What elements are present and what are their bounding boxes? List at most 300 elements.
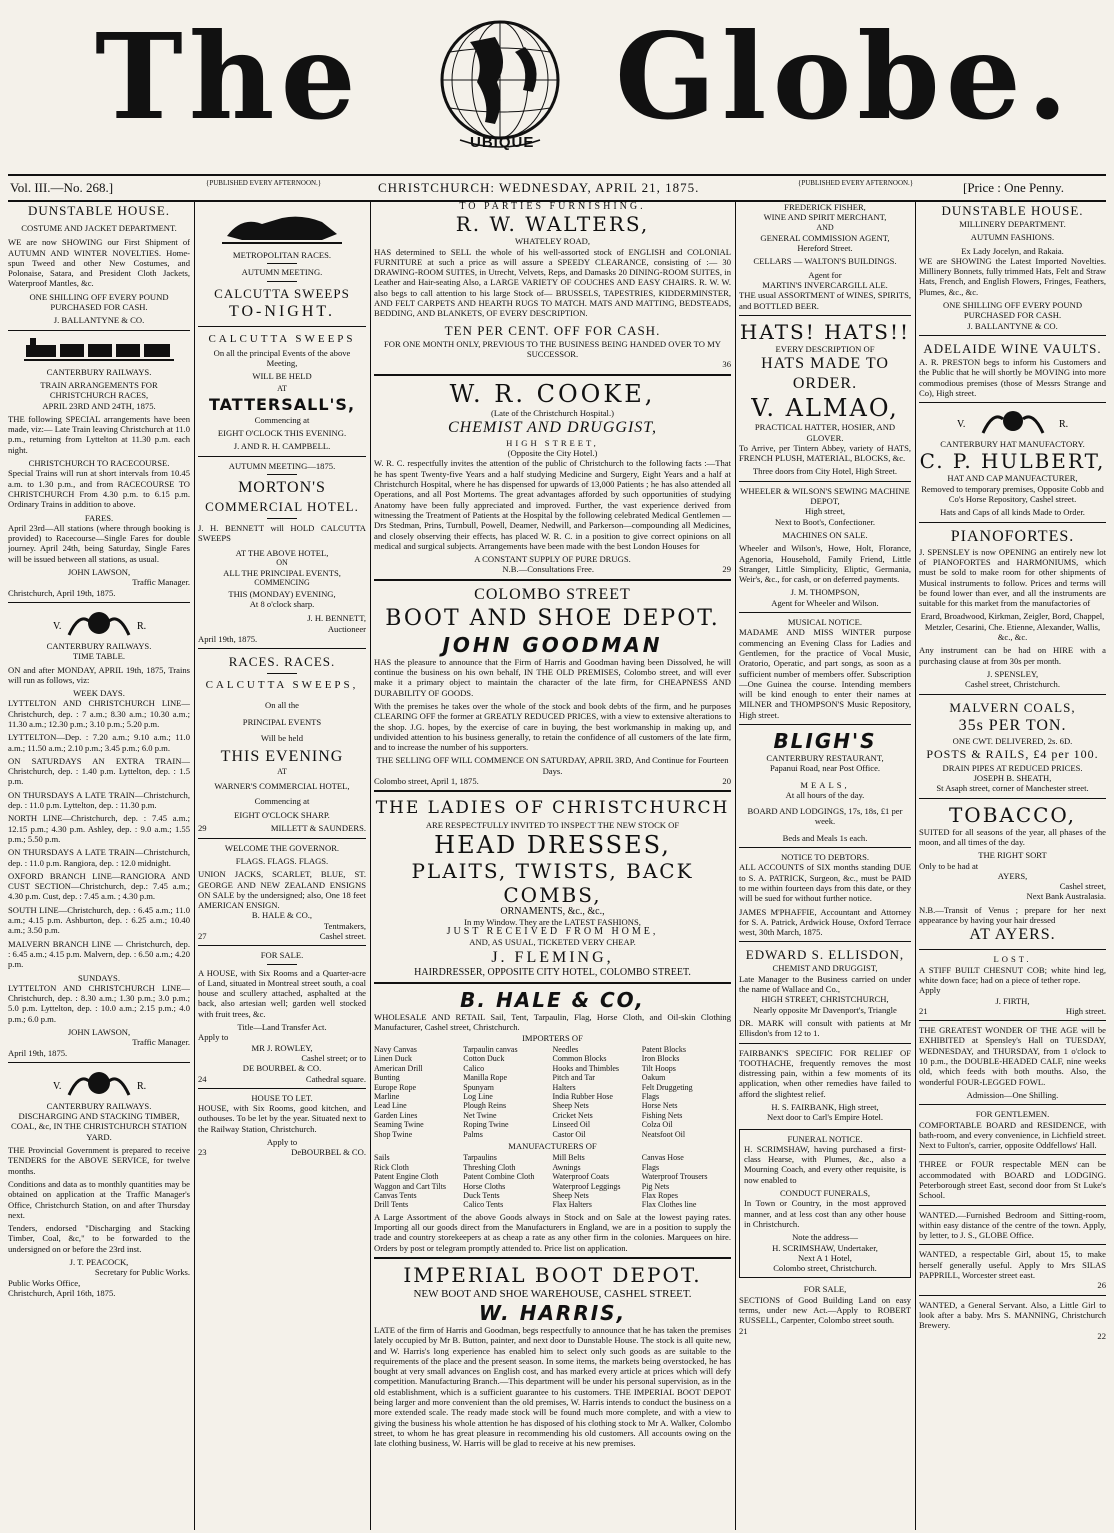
import-item: Log Line xyxy=(463,1091,493,1101)
import-item: Roping Twine xyxy=(463,1120,509,1130)
import-item: Marline xyxy=(374,1091,400,1101)
import-item: Oakum xyxy=(641,1073,666,1083)
selling-off: THE SELLING OFF WILL COMMENCE ON SATURDAY, APRIL 3RD, And Continue for Fourteen Days. xyxy=(376,755,729,776)
divider xyxy=(919,402,1106,403)
musical-notice: MUSICAL NOTICE. xyxy=(787,617,863,628)
high-street-christchurch: HIGH STREET, CHRISTCHURCH, xyxy=(761,994,889,1005)
debourbel: DE BOURBEL & CO. xyxy=(242,1063,322,1074)
manufacture-item: Duck Tents xyxy=(463,1190,500,1200)
manufacture-item: Patent Combine Cloth xyxy=(463,1172,535,1182)
divider xyxy=(919,1104,1106,1105)
wanted-servant: WANTED, a General Servant. Also, a Little Girl to look after a baby. Mrs S. MANNING, Christchurch Brewery. xyxy=(919,1299,1106,1331)
rail2-p9: MALVERN BRANCH LINE — Christchurch, dep. : 6.45 a.m.; 4.15 p.m. Malvern, dep. : 6.50 a.m.; 4.20 p.m. xyxy=(8,938,190,970)
venus-note: N.B.—Transit of Venus ; prepare for her next appearance by having your hair dressed xyxy=(919,904,1106,926)
published-note-left: {PUBLISHED EVERY AFTERNOON.} xyxy=(206,179,322,187)
import-item: Hooks and Thimbles xyxy=(552,1063,620,1073)
rail1-fares-heading: FARES. xyxy=(84,512,114,523)
import-item: India Rubber Hose xyxy=(552,1091,613,1101)
svg-text:R.: R. xyxy=(137,620,147,632)
sections-body: SECTIONS of Good Building Land on easy terms, under new Act.—Apply to ROBERT RUSSELL, Carpenter, Colombo street south. xyxy=(739,1294,911,1326)
above-hotel: AT THE ABOVE HOTEL, xyxy=(235,547,329,558)
manufacture-item: Waterproof Coats xyxy=(552,1172,609,1182)
flags-heading: FLAGS. FLAGS. FLAGS. xyxy=(235,855,329,866)
debourbel-2: DeBOURBEL & CO. xyxy=(291,1147,366,1158)
import-item: Iron Blocks xyxy=(641,1054,680,1064)
opposite-city-hotel: (Opposite the City Hotel.) xyxy=(507,448,598,459)
divider xyxy=(739,612,911,613)
divider xyxy=(198,838,366,839)
nearly-opposite: Nearly opposite Mr Davenport's, Triangle xyxy=(753,1004,897,1015)
fairbank-sign: H. S. FAIRBANK, High street, xyxy=(771,1102,879,1112)
lost-body: A STIFF BUILT CHESNUT COB; white hind leg, white down face; had on a piece of tether rope. xyxy=(919,964,1106,985)
rail2-sundays: SUNDAYS. xyxy=(78,972,120,983)
column-5 xyxy=(919,202,1106,1530)
import-item: Pitch and Tar xyxy=(552,1073,595,1083)
welcome-governor: WELCOME THE GOVERNOR. xyxy=(224,842,340,853)
mortons: MORTON'S xyxy=(238,478,326,496)
hat-manufactory: CANTERBURY HAT MANUFACTORY. xyxy=(940,439,1085,450)
right-sort: THE RIGHT SORT xyxy=(978,850,1047,861)
import-item: Navy Canvas xyxy=(374,1044,417,1054)
ad-number: 22 xyxy=(1097,1330,1106,1341)
piano-makers: Erard, Broadwood, Kirkman, Zeigler, Bord, Chappel, Metzler, Cesarini, Che. Etienne, Alexander, Wallis, &c., &c. xyxy=(920,611,1105,643)
rail1-body2: Special Trains will run at short intervals from 10.45 a.m. to 1.30 p.m., and from RACECOURSE TO CHRISTCHURCH From 4.30 p.m. to 6.15 p.m. Ordinary Trains in addition to above. xyxy=(8,468,190,510)
import-item: Fishing Nets xyxy=(641,1110,683,1120)
divider xyxy=(739,1043,911,1044)
manufacture-item: Sails xyxy=(374,1153,390,1163)
practical-hatter: PRACTICAL HATTER, HOSIER, AND GLOVER. xyxy=(754,422,896,443)
fairbank-body: FAIRBANK'S SPECIFIC FOR RELIEF OF TOOTHACHE, frequently removes the most distressing pain, within a few moments of its application, when other remedies have failed to afford the slightest relief. xyxy=(739,1047,911,1099)
rail2-sign-date: April 19th, 1875. xyxy=(8,1047,68,1058)
divider xyxy=(739,724,911,725)
walters-body: HAS determined to SELL the whole of his well-assorted stock of ENGLISH and COLONIAL FURNITURE at such a price as will assure a SPEEDY CLEARANCE, consisting of :— 30 DRAWING-ROOM SUITES, in Utrecht, Velvets, Reps, and Damasks 20 DINING-ROOM SUITES, in Leather and Hair-seating Also, a LARGE VARIETY OF COUCHES AND EASY CHAIRS. R. W. W. also begs to call attention to his large Stock of— BRUSSELS, TAPESTRIES, KIDDERMINSTER, AND FELT CARPETS AND HEARTH RUGS TO MATCH. MATS AND MATTING, BEDSTEADS, BEDDING, AND BLANKETS, OF EVERY DESCRIPTION. xyxy=(374,246,731,319)
import-item: Linseed Oil xyxy=(552,1120,591,1130)
imperial-boot-depot: IMPERIAL BOOT DEPOT. xyxy=(403,1262,702,1287)
fisher-name: FREDERICK FISHER, xyxy=(784,202,866,212)
sweeps-body: On all the principal Events of the above Meeting, xyxy=(213,347,351,368)
meals: MEALS, xyxy=(800,779,850,790)
import-item: Tilt Hoops xyxy=(641,1063,676,1073)
hire-body: Any instrument can be had on HIRE with a purchasing clause at from 30s per month. xyxy=(919,645,1106,666)
short-rule xyxy=(267,964,297,965)
colombo-christchurch: Colombo street, Christchurch. xyxy=(773,1263,877,1274)
canterbury-restaurant: CANTERBURY RESTAURANT, xyxy=(766,752,884,763)
divider xyxy=(198,1088,366,1089)
fleming-name: J. FLEMING, xyxy=(491,948,614,966)
import-item: Common Blocks xyxy=(552,1054,607,1064)
hale-sign: B. HALE & CO., xyxy=(251,910,313,921)
import-item: Colza Oil xyxy=(641,1120,673,1130)
scrimshaw-sign: H. SCRIMSHAW, Undertaker, xyxy=(772,1242,878,1253)
rail2-intro: ON and after MONDAY, APRIL 19th, 1875, Trains will run as follows, viz: xyxy=(8,664,190,685)
warners-hotel: WARNER'S COMMERCIAL HOTEL, xyxy=(214,781,350,792)
divider xyxy=(919,1154,1106,1155)
manufacturers-of: MANUFACTURERS OF xyxy=(508,1141,597,1152)
auctioneer: Auctioneer xyxy=(327,623,366,634)
boot-shoe-depot: BOOT AND SHOE DEPOT. xyxy=(385,605,720,631)
firth-addr: High street. xyxy=(1065,1005,1106,1016)
cooke-late: (Late of the Christchurch Hospital.) xyxy=(491,407,614,418)
ad-number: 20 xyxy=(722,775,731,786)
ad-number: 27 xyxy=(198,930,207,941)
divider xyxy=(8,602,190,603)
to-arrive: To Arrive, per Tintern Abbey, variety of HATS, FRENCH PLUSH, MATERIAL, BLOCKS, &c. xyxy=(739,442,911,464)
races-heading: METROPOLITAN RACES. xyxy=(232,250,332,260)
bhale-body: WHOLESALE AND RETAIL Sail, Tent, Tarpaulin, Flag, Horse Cloth, and Oil-skin Clothing Manufacturer, Cashel street, Christchurch. xyxy=(374,1012,731,1033)
debtors-body: ALL ACCOUNTS of SIX months standing DUE to S. A. PATRICK, Surgeon, &c., must be PAID to me within fourteen days from this date, or they will be sued for without further notice. xyxy=(739,862,911,904)
import-item: Cricket Nets xyxy=(552,1110,593,1120)
rail2-p1: LYTTELTON AND CHRISTCHURCH LINE—Christchurch, dep. : 7 a.m.; 8.30 a.m.; 10.30 a.m.; 11.30 a.m.; 12.30 p.m.; 3.10 p.m.; 5.20 p.m. xyxy=(8,698,190,729)
apply-label: Apply xyxy=(919,985,941,996)
divider xyxy=(198,648,366,649)
divider xyxy=(8,330,190,331)
preston-body: A. R. PRESTON begs to inform his Customers and the Public that he will shortly be MOVING into more commodious premises (those of Messrs Strange and Co), High street. xyxy=(919,356,1106,398)
principal-events: ALL THE PRINCIPAL EVENTS, xyxy=(223,568,341,579)
bhale-name: B. HALE & CO, xyxy=(460,988,645,1013)
goodman-name: JOHN GOODMAN xyxy=(442,632,663,657)
campbell-sign: J. AND R. H. CAMPBELL. xyxy=(233,441,331,452)
column-2 xyxy=(198,202,366,1530)
adelaide-vaults: ADELAIDE WINE VAULTS. xyxy=(923,340,1102,356)
for-gentlemen: FOR GENTLEMEN. xyxy=(975,1109,1050,1120)
short-rule xyxy=(267,518,297,519)
millinery-dept: MILLINERY DEPARTMENT. xyxy=(959,219,1066,229)
manufacture-item: Tarpaulins xyxy=(463,1153,497,1163)
ticketed-cheap: AND, AS USUAL, TICKETED VERY CHEAP. xyxy=(469,937,636,948)
machines-body: Wheeler and Wilson's, Howe, Holt, Florance, Agenoria, Household, Family Friend, Little Stranger, Little Simplicity, Eliptic, Germania, Weir's, &c., for cash, or on deferred payments. xyxy=(739,543,911,585)
title-act: Title—Land Transfer Act. xyxy=(237,1022,327,1033)
hats-heading: HATS! HATS!! xyxy=(739,319,911,344)
manufacture-item: Flags xyxy=(641,1162,660,1172)
colombo-street: COLOMBO STREET xyxy=(474,585,631,603)
beds-meals: Beds and Meals 1s each. xyxy=(782,832,868,843)
dr-mark: DR. MARK will consult with patients at Mr Ellisdon's from 12 to 1. xyxy=(739,1017,911,1039)
ad-number: 23 xyxy=(198,1147,207,1158)
next-to-boots: Next to Boot's, Confectioner. xyxy=(774,516,876,527)
svg-text:V.: V. xyxy=(956,419,965,431)
column-rule xyxy=(735,202,736,1530)
spensley-sign: J. SPENSLEY, xyxy=(986,668,1039,679)
rail1-body3: April 23rd—All stations (where through booking is provided) to Racecourse—Single Fares for double journey. April 24th, being Saturday, Single Fares will be issued between all stations, as usual. xyxy=(8,522,190,564)
dunstable-offer: ONE SHILLING OFF EVERY POUND PURCHASED FOR CASH. xyxy=(29,291,169,313)
ad-number: 21 xyxy=(739,1325,748,1336)
import-item: Castor Oil xyxy=(552,1129,586,1139)
ad-number: 29 xyxy=(722,564,731,575)
calcutta-sweeps-3: CALCUTTA SWEEPS, xyxy=(205,679,359,692)
dunstable-title: DUNSTABLE HOUSE. xyxy=(27,203,171,218)
colombo-date: Colombo street, April 1, 1875. xyxy=(374,775,479,786)
train-engraving-icon xyxy=(24,335,174,363)
just-received: JUST RECEIVED FROM HOME, xyxy=(446,926,659,938)
will-be-held-2: Will be held xyxy=(260,732,304,743)
malvern-coals: MALVERN COALS, xyxy=(949,699,1076,715)
cathedral-square: Cathedral square. xyxy=(305,1073,366,1084)
ballantyne-sign: J. BALLANTYNE & CO. xyxy=(967,320,1058,331)
papanui-road: Papanui Road, near Post Office. xyxy=(769,763,881,774)
rail3-body2: Conditions and data as to monthly quantities may be obtained on application at the Traffic Manager's Office, Christchurch Station, on and after Thursday next. xyxy=(8,1178,190,1220)
conduct-funerals: CONDUCT FUNERALS, xyxy=(779,1188,871,1199)
svg-text:V.: V. xyxy=(53,620,62,632)
import-item: Garden Lines xyxy=(374,1110,418,1120)
three-doors: Three doors from City Hotel, High Street. xyxy=(752,466,898,477)
import-item: Calico xyxy=(463,1063,485,1073)
walters-name: R. W. WALTERS, xyxy=(455,212,650,237)
house-for-sale-body: A HOUSE, with Six Rooms and a Quarter-acre of Land, situated in Montreal street south, a coal house and scullery attached, asphalted at the back, also artesian well; garden well stocked with fruit trees, &c. xyxy=(198,967,366,1019)
lady-jocelyn: Ex Lady Jocelyn, and Rakaia. xyxy=(961,245,1064,256)
rail2-p3: ON SATURDAYS AN EXTRA TRAIN—Christchurch, dep. : 1.40 p.m. Lyttelton, dep. : 1.5 p.m. xyxy=(8,755,190,787)
ayers-next: Next Bank Australasia. xyxy=(1026,891,1106,902)
furnishing-heading: TO PARTIES FURNISHING. xyxy=(459,202,646,212)
house-to-let-heading: HOUSE TO LET. xyxy=(251,1092,313,1103)
pure-drugs: A CONSTANT SUPPLY OF PURE DRUGS. xyxy=(474,554,631,565)
dunstable-body: WE are now SHOWING our First Shipment of AUTUMN AND WINTER NOVELTIES. Home-spun Tweed and other New Costumes, and Polonaise, Satara, and President Cloth Jackets, Waterproof Mantles, &c. xyxy=(8,237,190,289)
rail3-title: CANTERBURY RAILWAYS. xyxy=(46,1100,152,1111)
rail2-sign-role: Traffic Manager. xyxy=(132,1037,190,1048)
commercial-hotel: COMMERCIAL HOTEL. xyxy=(205,498,359,514)
mphaffie-sign: JAMES M'PHAFFIE, Accountant and Attorney for S. A. Patrick, Ardwick House, Oxford Terrace west, 30th March, 1875. xyxy=(739,906,911,938)
masthead xyxy=(0,0,1114,172)
cwt-delivered: ONE CWT. DELIVERED, 2s. 6D. xyxy=(952,735,1073,746)
manufacture-item: Patent Engine Cloth xyxy=(374,1172,439,1182)
plaits-twists: PLAITS, TWISTS, BACK COMBS, xyxy=(411,858,694,907)
spensley-body: J. SPENSLEY is now OPENING an entirely new lot of PIANOFORTES and HARMONIUMS, which must be sold to make room for other shipments of Musical instruments to follow. Prices and terms will be found lower than ever, and all the instruments are suitable for this market from the manufactories of xyxy=(919,546,1106,609)
import-item: Patent Blocks xyxy=(641,1044,686,1054)
manufacture-item: Waterproof Leggings xyxy=(552,1181,621,1191)
ellisdon-name: EDWARD S. ELLISDON, xyxy=(745,947,905,963)
this-evening: THIS EVENING xyxy=(220,748,344,766)
ayers-name: AYERS, xyxy=(997,870,1028,881)
short-rule xyxy=(267,673,297,674)
divider xyxy=(374,790,731,792)
manufacture-item: Sheep Nets xyxy=(552,1190,589,1200)
royal-arms-icon xyxy=(49,1067,149,1097)
import-item: Palms xyxy=(463,1129,483,1139)
divider xyxy=(374,1257,731,1259)
divider xyxy=(919,1205,1106,1206)
import-item: American Drill xyxy=(374,1063,423,1073)
all-hours: At all hours of the day. xyxy=(785,789,865,800)
in-my-window: In my Window. They are the LATEST FASHIONS, xyxy=(464,916,641,927)
apply-to-2: Apply to xyxy=(266,1137,298,1148)
commencing-label: COMMENCING xyxy=(254,578,310,588)
cooke-name: W. R. COOKE, xyxy=(449,379,656,408)
next-carls: Next door to Carl's Empire Hotel. xyxy=(766,1112,884,1123)
short-rule xyxy=(267,263,297,264)
goodman-body: HAS the pleasure to announce that the Firm of Harris and Goodman having been Dissolved, he will continue the business on his own behalf, IN THE OLD PREMISES, Colombo street, and will ever make it a primary object to maintain the character of the late firm, for CHEAPNESS AND DURABILITY OF GOODS. xyxy=(374,656,731,698)
rail1-body1: THE following SPECIAL arrangements have been made, viz:— Late Train leaving Christchurch at 11.0 p.m., returning from Lyttelton at 11.30 p.m. each night. xyxy=(8,413,190,455)
high-street: HIGH STREET, xyxy=(506,437,599,448)
union-jacks-body: UNION JACKS, SCARLET, BLUE, ST. GEORGE AND NEW ZEALAND ENSIGNS ON SALE by the undersigned; also, One 18 feet AMERICAN ENSIGN. xyxy=(198,869,366,911)
import-item: Lead Line xyxy=(374,1101,407,1111)
column-3 xyxy=(374,202,731,1530)
at-ayers: AT AYERS. xyxy=(969,926,1056,944)
svg-text:R.: R. xyxy=(137,1080,147,1092)
manufacture-item: Waterproof Trousers xyxy=(641,1172,708,1182)
rail1-sub: TRAIN ARRANGEMENTS FOR CHRISTCHURCH RACES, xyxy=(40,379,158,401)
divider xyxy=(739,941,911,942)
import-item: Cotton Duck xyxy=(463,1054,505,1064)
goodman-body2: With the premises he takes over the whole of the stock and book debts of the firm, and he purposes CLEARING OFF the former at GREATLY REDUCED PRICES, with a view to extensive alterations to the shop. J.G. hopes, by the exercise of care in buying, the best workmanship in making up, and undivided attention to his business generally, to retain the confidence of all customers of the late firm, and to increase the number of his supporters. xyxy=(374,700,731,753)
divider xyxy=(919,1244,1106,1245)
import-item: Neatsfoot Oil xyxy=(641,1129,686,1139)
autumn-fashions: AUTUMN FASHIONS. xyxy=(970,232,1055,243)
svg-text:R.: R. xyxy=(1058,419,1068,431)
short-rule xyxy=(267,281,297,282)
rail2-p4: ON THURSDAYS A LATE TRAIN—Christchurch, dep. : 11.0 p.m. Lyttelton, dep. : 11.30 p.m. xyxy=(8,789,190,811)
divider xyxy=(374,982,731,984)
funeral-notice: FUNERAL NOTICE. xyxy=(787,1133,863,1144)
rail2-p7: OXFORD BRANCH LINE—RANGIORA AND CUST SECTION—Christchurch, dep.: 7.45 a.m.; 4.30 p.m. Cust, dep. : 7.45 a.m. ; 4.30 p.m. xyxy=(8,870,190,902)
tobacco-body: SUITED for all seasons of the year, all phases of the moon, and all times of the day. xyxy=(919,826,1106,847)
posts-rails: POSTS & RAILS, £4 per 100. xyxy=(926,746,1099,761)
rail3-sign-date: Christchurch, April 16th, 1875. xyxy=(8,1287,116,1298)
hats-made-to-order: HATS MADE TO ORDER. xyxy=(761,355,889,393)
manufacture-item: Drill Tents xyxy=(374,1200,409,1210)
import-item: Horse Nets xyxy=(641,1101,678,1111)
short-rule xyxy=(267,474,297,475)
commission-agent: GENERAL COMMISSION AGENT, xyxy=(760,232,890,243)
ad-number: 36 xyxy=(722,359,731,370)
divider xyxy=(919,335,1106,336)
on-label: ON xyxy=(276,557,288,567)
ad-number: 24 xyxy=(198,1073,207,1084)
dunstable-sub: COSTUME AND JACKET DEPARTMENT. xyxy=(21,223,177,233)
eight-oclock: EIGHT O'CLOCK THIS EVENING. xyxy=(217,428,347,439)
board-residence: COMFORTABLE BOARD and RESIDENCE, with bath-room, and every convenience, in Lichfield street. Next to Fulton's, carrier, opposite Oddfellows' Hall. xyxy=(919,1119,1106,1151)
showing-body: WE are SHOWING the Latest Imported Novelties. Millinery Bonnets, fully trimmed Hats, Felt and Straw Hats, French, and English Flowers, Fringes, Feathers, Plumes, &c., &c. xyxy=(919,255,1106,297)
import-item: Plough Reins xyxy=(463,1101,507,1111)
rail1-sign-date: Christchurch, April 19th, 1875. xyxy=(8,587,116,598)
new-boot-warehouse: NEW BOOT AND SHOE WAREHOUSE, CASHEL STREET. xyxy=(413,1287,692,1300)
importers-of: IMPORTERS OF xyxy=(522,1032,583,1043)
published-note-right: {PUBLISHED EVERY AFTERNOON.} xyxy=(798,179,914,187)
manufacture-item: Flax Ropes xyxy=(641,1190,678,1200)
harris-body: LATE of the firm of Harris and Goodman, begs respectfully to announce that he has taken the premises lately occupied by Mr B. Button, painter, and next door to Dunstable House. The stock is all quite new, and W. Harris's long experience has enabled him to select only such goods as are suitable to the requirements of the place and the present season. In some items, the markets being overstocked, he has bought at very small advances on English cost, and has marked every article at prices which will defy competition. Manufacturing Branch.—This department will be under his personal supervision, as in the old establishment, which is a sufficient guarantee to his customers. THE IMPERIAL BOOT DEPOT being larger and more convenient than the old premises, W. Harris intends to conduct the business on a more extended scale. The ready made stock will be found much more complete, and with a view to giving the business his whole attention he has disposed of his clothing stock to Mr A. Walker, Colombo street, to whom he has great pleasure in recommending his old customers. All accounts owing on the late clothing business, W. Harris will be glad to receive at his new premises. xyxy=(374,1324,731,1449)
almao-name: V. ALMAO, xyxy=(751,394,899,423)
ayers-addr: Cashel street, xyxy=(1059,881,1106,892)
divider xyxy=(919,1295,1106,1296)
rail3-sign: J. T. PEACOCK, xyxy=(69,1257,129,1268)
import-item: Shop Twine xyxy=(374,1129,413,1139)
divider xyxy=(739,847,911,848)
commencing-at-2: Commencing at xyxy=(254,795,310,806)
will-be-held: WILL BE HELD xyxy=(252,371,312,382)
chemist-druggist: CHEMIST AND DRUGGIST, xyxy=(447,418,657,436)
at-label-2: AT xyxy=(277,767,287,777)
at-label: AT xyxy=(277,384,287,394)
rail3-sign-role: Secretary for Public Works. xyxy=(94,1267,190,1278)
column-rule xyxy=(370,202,371,1530)
manufacture-item: Horse Cloths xyxy=(463,1181,506,1191)
drain-pipes: DRAIN PIPES AT REDUCED PRICES. xyxy=(942,762,1083,773)
shilling-off: ONE SHILLING OFF EVERY POUND PURCHASED FOR CASH. xyxy=(942,300,1083,321)
racehorses-engraving-icon xyxy=(222,206,342,246)
machines-on-sale: MACHINES ON SALE. xyxy=(782,529,868,540)
agent-for: Agent for xyxy=(808,269,842,280)
races-races: RACES. RACES. xyxy=(228,654,336,670)
divider xyxy=(919,798,1106,799)
divider xyxy=(739,481,911,482)
rail3-sub: DISCHARGING AND STACKING TIMBER, COAL, &c, IN THE CHRISTCHURCH STATION YARD. xyxy=(10,1111,188,1142)
lost-heading: LOST. xyxy=(993,954,1032,965)
invited: ARE RESPECTFULLY INVITED TO INSPECT THE NEW STOCK OF xyxy=(425,820,680,831)
bhale-body2: A Large Assortment of the above Goods always in Stock and on Sale at the lowest paying rates. Importing all our goods direct from the Manufacturers in England, we are in a position to supply the trade and country storekeepers at as cheap a rate as any other firm in the colonies. Marquees on hire. Orders by post or telegram promptly attended to. Price list on application. xyxy=(374,1211,731,1253)
wheeler-wilson: WHEELER & WILSON'S SEWING MACHINE DEPOT, xyxy=(740,485,910,507)
import-item: Halters xyxy=(552,1082,576,1092)
manufacture-item: Awnings xyxy=(552,1162,581,1172)
high-street: High street, xyxy=(804,506,846,517)
masthead-motto: UBIQUE xyxy=(470,134,535,151)
divider xyxy=(198,456,366,457)
rail2-weekdays: WEEK DAYS. xyxy=(73,688,125,699)
rail1-course-heading: CHRISTCHURCH TO RACECOURSE. xyxy=(28,458,170,469)
svg-text:V.: V. xyxy=(53,1080,62,1092)
cashel-street-or: Cashel street; or to xyxy=(301,1052,366,1063)
dunstable-sign: J. BALLANTYNE & CO. xyxy=(53,315,145,326)
manufacture-item: Flax Halters xyxy=(552,1200,592,1210)
wanted-girl: WANTED, a respectable Girl, about 15, to make herself generally useful. Apply to Mrs SILAS PAPPRILL, Worcester street east. xyxy=(919,1249,1106,1281)
calcutta-sweeps-heading: CALCUTTA SWEEPS xyxy=(214,285,350,301)
cellars: CELLARS — WALTON'S BUILDINGS. xyxy=(753,256,897,267)
monday-evening: THIS (MONDAY) EVENING, xyxy=(228,588,336,599)
spensley-addr: Cashel street, Christchurch. xyxy=(965,679,1060,690)
musical-body: MADAME AND MISS WINTER purpose commencing an Evening Class for Ladies and Gentlemen, for the practice of Vocal Music, Oratorio, Operatic, and part songs, as soon as a sufficient number of members offer. Subscription—One Guinea the course. Intending members will be kind enough to enter their names at MILNER and THOMPSON'S Music Repository, High street. xyxy=(739,627,911,720)
divider xyxy=(739,315,911,316)
dateline-bar xyxy=(8,174,1106,202)
manufacture-item: Pig Nets xyxy=(641,1181,670,1191)
import-item: Bunting xyxy=(374,1073,400,1083)
funeral-body: H. SCRIMSHAW, having purchased a first-class Hearse, with Plumes, &c., also a Mourning Coach, and every other requisite, is now enabled to xyxy=(744,1143,906,1185)
divider xyxy=(919,694,1106,695)
ornaments: ORNAMENTS, &c., &c., xyxy=(500,905,605,917)
tobacco: TOBACCO, xyxy=(948,802,1077,827)
rail1-sign: JOHN LAWSON, xyxy=(67,567,131,578)
divider xyxy=(374,374,731,376)
coal-price: 35s PER TON. xyxy=(958,716,1067,734)
ad-number: 29 xyxy=(198,823,207,834)
ellisdon-role: CHEMIST AND DRUGGIST, xyxy=(772,963,878,974)
thompson-sign: J. M. THOMPSON, xyxy=(790,587,860,598)
every-description: EVERY DESCRIPTION OF xyxy=(775,343,875,354)
import-item: Tarpaulin canvas xyxy=(463,1044,518,1054)
tattersalls: TATTERSALL'S, xyxy=(208,394,356,414)
blighs: BLIGH'S xyxy=(773,728,877,753)
rail3-sign-place: Public Works Office, xyxy=(8,1277,81,1288)
ellisdon-body: Late Manager to the Business carried on under the name of Wallace and Co., xyxy=(739,973,911,995)
head-dresses: HEAD DRESSES, xyxy=(434,830,671,859)
import-item: Net Twine xyxy=(463,1110,497,1120)
sheath-sign: JOSEPH B. SHEATH, xyxy=(973,773,1052,784)
rail1-dates: APRIL 23RD AND 24TH, 1875. xyxy=(42,400,156,411)
commencing-at: Commencing at xyxy=(254,414,310,425)
manufacture-item: Threshing Cloth xyxy=(463,1162,516,1172)
rowley: MR J. ROWLEY, xyxy=(251,1042,313,1053)
pianofortes: PIANOFORTES. xyxy=(950,527,1075,545)
one-month: FOR ONE MONTH ONLY, PREVIOUS TO THE BUSINESS BEING HANDED OVER TO MY SUCCESSOR. xyxy=(384,338,721,359)
eight-sharp: At 8 o'clock sharp. xyxy=(249,599,315,610)
whateley-road: WHATELEY ROAD, xyxy=(514,236,591,247)
cooke-body: W. R. C. respectfully invites the attention of the public of Christchurch to the following facts :—That he has spent Twenty-five Years and a half studying Medicine and Surgery, Eight Years and a half at Christchurch Hospital, where he has dispensed for upwards of 13,000 Patients ; he has also attended all Operations, and all Post Mortems. The great advantages afforded by such opportunities of studying Anatomy have been fully appreciated and improved. Further, the vast experience derived from witnessing the Treatment of Patients at the Hospital by the following celebrated Medical Gentlemen —Drs Stedman, Prins, Turnbull, Powell, Deamer, Nedwill, and Parkerson—compounding all Medicines, and closely observing their effects, has placed W. R. C. in a position to give correct opinions on all medical and surgical subjects. Arrangements have been made with the best London Houses for xyxy=(374,458,731,551)
manufacture-item: Rick Cloth xyxy=(374,1162,409,1172)
wonder-body: THE GREATEST WONDER OF THE AGE will be EXHIBITED at Spensley's Hall on TUESDAY, WEDNESDAY, and THURSDAY, from 1 o'clock to 10 p.m., the DOUBLE-HEADED CALF, nine weeks old, which feeds with both mouths. Also, the wonderful FOUR-LEGGED FOWL. xyxy=(919,1025,1106,1087)
hairdresser: HAIRDRESSER, OPPOSITE CITY HOTEL, COLOMBO STREET. xyxy=(414,966,691,978)
sheath-addr: St Asaph street, corner of Manchester street. xyxy=(936,783,1089,794)
autumn-meeting-1875: AUTUMN MEETING—1875. xyxy=(228,460,336,471)
martins-ale: MARTIN'S INVERCARGILL ALE. xyxy=(762,280,888,291)
divider xyxy=(198,945,366,946)
principal-events-2: PRINCIPAL EVENTS xyxy=(242,716,322,727)
bennett-body: J. H. BENNETT will HOLD CALCUTTA SWEEPS xyxy=(198,522,366,544)
